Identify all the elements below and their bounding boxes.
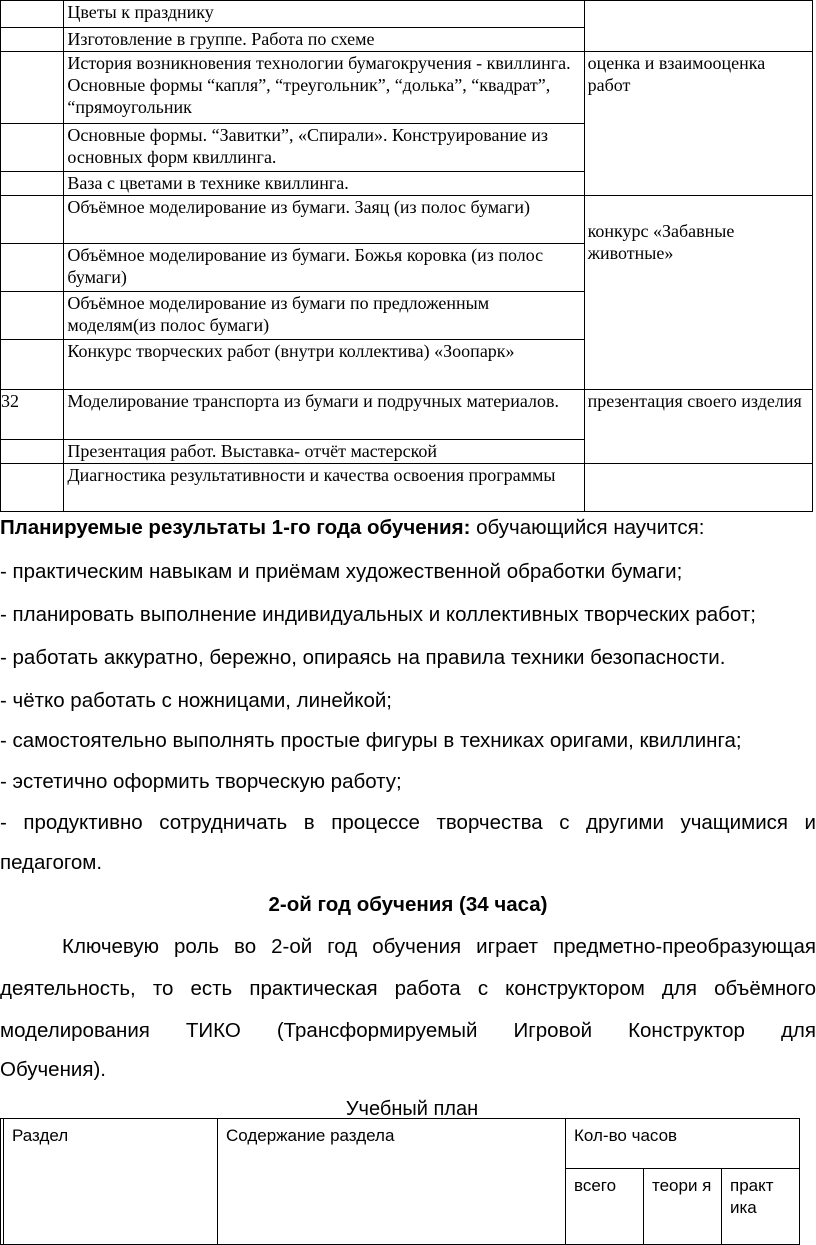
results-item: - чётко работать с ножницами, линейкой; — [0, 689, 392, 712]
table-header-row — [1, 1119, 800, 1169]
contest-text: конкурс «Забавные животные» — [587, 221, 735, 263]
table-row — [1, 390, 813, 440]
row-number: 32 — [1, 390, 64, 440]
row-number — [1, 28, 64, 52]
topic-cell: Конкурс творческих работ (внутри коллектива) «Зоопарк» — [64, 340, 584, 390]
row-number — [1, 292, 64, 340]
row-number — [1, 196, 64, 244]
plan-caption: Учебный план — [345, 1098, 479, 1120]
column-header-total: всего — [566, 1169, 644, 1245]
curriculum-topics-table — [0, 0, 813, 512]
row-number — [1, 1, 64, 28]
row-number — [1, 464, 64, 512]
topic-cell: Объёмное моделирование из бумаги. Заяц (из полос бумаги) — [64, 196, 584, 244]
topic-cell: Объёмное моделирование из бумаги. Божья коровка (из полос бумаги) — [64, 244, 584, 292]
topic-cell: Объёмное моделирование из бумаги по предложенным моделям(из полос бумаги) — [64, 292, 584, 340]
year2-heading: 2-ой год обучения (34 часа) — [268, 893, 548, 916]
topic-cell: Презентация работ. Выставка- отчёт мастерской — [64, 440, 584, 464]
form-cell-empty — [584, 1, 812, 52]
row-number — [1, 244, 64, 292]
table-row — [1, 464, 813, 512]
results-heading-tail: обучающийся научится: — [470, 516, 705, 539]
topic-cell: Цветы к празднику — [64, 1, 584, 28]
year2-paragraph-line: Обучения). — [0, 1058, 106, 1081]
results-item: - продуктивно сотрудничать в процессе творчества с другими учащимися и — [0, 811, 816, 834]
study-plan-table — [0, 1118, 800, 1245]
row-number — [1, 340, 64, 390]
row-number — [1, 52, 64, 124]
topic-cell: Диагностика результативности и качества освоения программы — [64, 464, 584, 512]
table-row — [1, 196, 813, 244]
table-row — [1, 52, 813, 124]
results-heading: Планируемые результаты 1-го года обучения: — [0, 516, 471, 539]
results-item: - планировать выполнение индивидуальных и коллективных творческих работ; — [0, 603, 756, 626]
year2-paragraph-line: деятельность, то есть практическая работа с конструктором для объёмного — [0, 977, 816, 1000]
column-header-content: Содержание раздела — [218, 1119, 566, 1245]
table-row — [1, 1, 813, 28]
results-item: - эстетично оформить творческую работу; — [0, 770, 402, 793]
row-number — [1, 172, 64, 196]
topic-cell: Изготовление в группе. Работа по схеме — [64, 28, 584, 52]
results-item: - самостоятельно выполнять простые фигуры в техниках оригами, квиллинга; — [0, 729, 742, 752]
results-item: - практическим навыкам и приёмам художественной обработки бумаги; — [0, 560, 683, 583]
column-header-section: Раздел — [4, 1119, 218, 1245]
row-number — [1, 124, 64, 172]
results-heading-line — [0, 516, 816, 540]
column-header-hours: Кол-во часов — [566, 1119, 800, 1169]
results-item: педагогом. — [0, 851, 103, 874]
topic-cell: Основные формы. “Завитки”, «Спирали». Конструирование из основных форм квиллинга. — [64, 124, 584, 172]
topic-cell: Моделирование транспорта из бумаги и подручных материалов. — [64, 390, 584, 440]
year2-paragraph-line: моделирования ТИКО (Трансформируемый Игровой Конструктор для — [0, 1019, 816, 1042]
form-cell-contest — [584, 196, 812, 390]
results-item: - работать аккуратно, бережно, опираясь на правила техники безопасности. — [0, 646, 726, 669]
row-number — [1, 440, 64, 464]
year2-paragraph-line: Ключевую роль во 2-ой год обучения играет предметно-преобразующая — [62, 935, 816, 958]
form-cell-empty — [584, 464, 812, 512]
column-header-theory: теори я — [644, 1169, 722, 1245]
form-cell-presentation: презентация своего изделия — [584, 390, 812, 464]
column-header-practice: практ ика — [722, 1169, 800, 1245]
form-cell-assessment: оценка и взаимооценка работ — [584, 52, 812, 196]
topic-cell: История возникновения технологии бумагокручения - квиллинга. Основные формы “капля”, “треугольник”, “долька”, “квадрат”, “прямоугольник — [64, 52, 584, 124]
topic-cell: Ваза с цветами в технике квиллинга. — [64, 172, 584, 196]
